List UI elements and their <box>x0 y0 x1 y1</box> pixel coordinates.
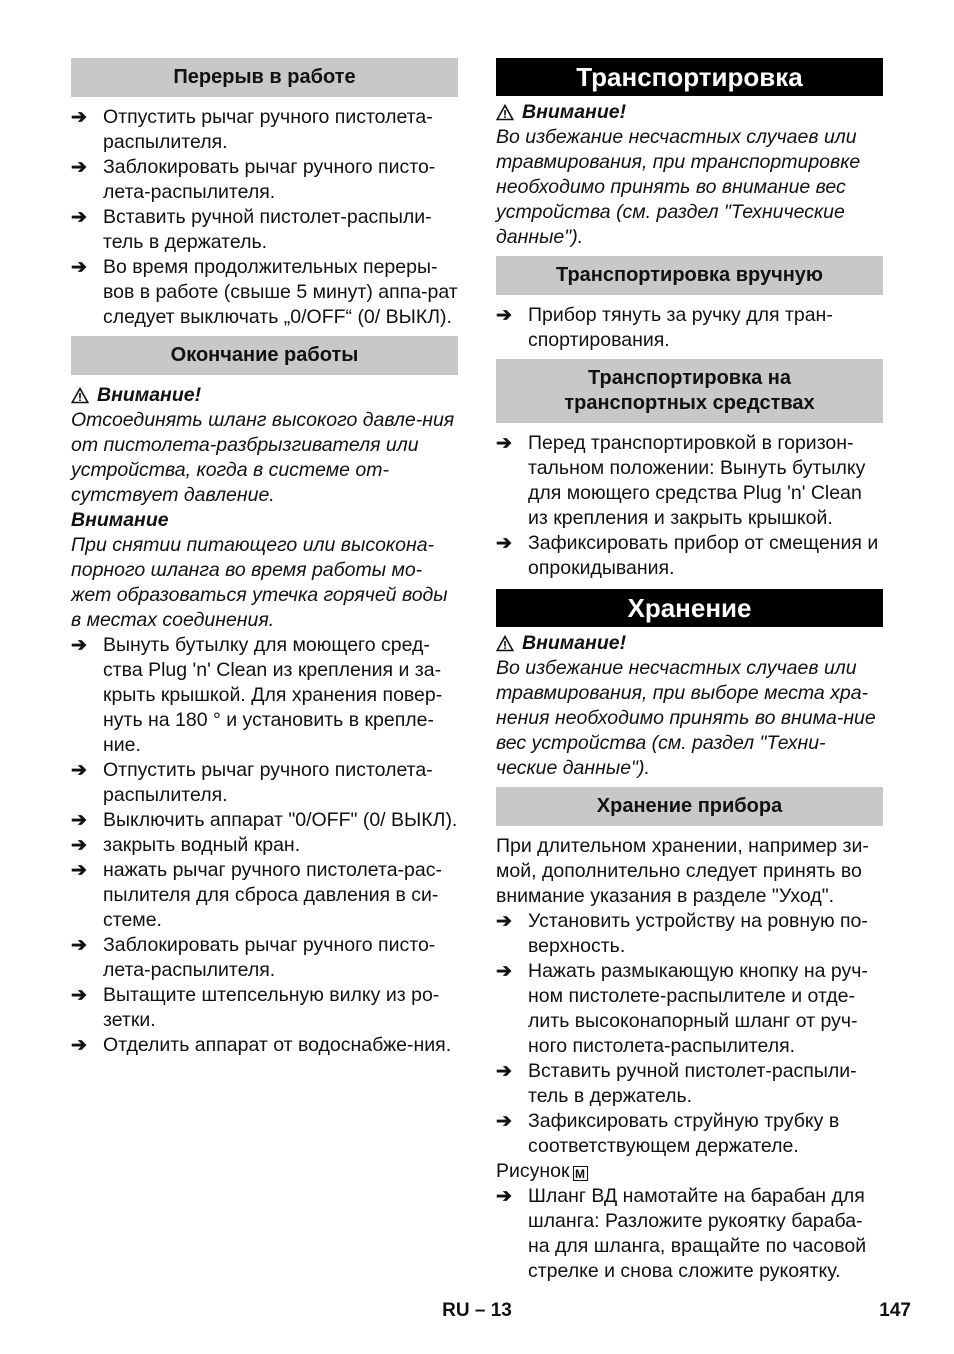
arrow-right-icon: ➔ <box>71 835 87 856</box>
drum-steps-list <box>496 1184 883 1284</box>
arrow-right-icon: ➔ <box>496 1061 512 1082</box>
arrow-right-icon: ➔ <box>496 533 512 554</box>
step-item <box>496 431 883 531</box>
step-item <box>71 1033 458 1058</box>
storage-intro: При длительном хранении, например зи-мой, дополнительно следует принять во внимание указания в разделе "Уход". <box>496 835 869 907</box>
step-text: Вытащите штепсельную вилку из ро-зетки. <box>103 984 440 1031</box>
section-heading-end-of-work: Окончание работы <box>71 336 458 375</box>
section-heading-vehicle-transport <box>496 359 883 423</box>
arrow-right-icon: ➔ <box>71 935 87 956</box>
arrow-right-icon: ➔ <box>71 860 87 881</box>
chapter-heading-storage: Хранение <box>496 589 883 627</box>
step-item <box>496 1059 883 1109</box>
step-item <box>71 255 458 330</box>
step-item <box>71 633 458 758</box>
heading-line: Транспортировка на <box>588 367 791 389</box>
manual-steps-list <box>496 303 883 353</box>
caution-title: Внимание <box>71 509 169 531</box>
arrow-right-icon: ➔ <box>496 433 512 454</box>
step-item <box>496 531 883 581</box>
step-text: Заблокировать рычаг ручного писто-лета-распылителя. <box>103 156 436 203</box>
warning-triangle-icon <box>496 104 514 121</box>
warning-triangle-icon <box>496 635 514 652</box>
section-heading-manual-transport: Транспортировка вручную <box>496 256 883 295</box>
warning-text: Отсоединять шланг высокого давле-ния от пистолета-разбрызгивателя или устройства, когда в системе от-сутствует давление. <box>71 409 455 506</box>
step-item <box>71 758 458 808</box>
step-text: Вставить ручной пистолет-распыли-тель в держатель. <box>103 206 432 253</box>
step-text: Вынуть бутылку для моющего сред-ства Plug 'n' Clean из крепления и за-крыть крышкой. Для хранения повер-нуть на 180 ° и установить в крепле-ние. <box>103 634 443 756</box>
step-text: Заблокировать рычаг ручного писто-лета-распылителя. <box>103 934 436 981</box>
step-text: Во время продолжительных переры-вов в работе (свыше 5 минут) аппа-рат следует выключать „0/OFF“ (0/ ВЫКЛ). <box>103 256 458 328</box>
step-text: закрыть водный кран. <box>103 834 301 856</box>
arrow-right-icon: ➔ <box>71 985 87 1006</box>
end-steps-list <box>71 633 458 1058</box>
step-text: Зафиксировать прибор от смещения и опрокидывания. <box>528 532 879 579</box>
step-item <box>71 105 458 155</box>
left-column <box>71 58 458 1058</box>
step-text: Нажать размыкающую кнопку на руч-ном пистолете-распылителе и отде-лить высоконапорный шланг от руч-ного пистолета-распылителя. <box>528 960 868 1057</box>
step-text: Перед транспортировкой в горизон-тальном положении: Вынуть бутылку для моющего средства Plug 'n' Clean из крепления и закрыть крышкой. <box>528 432 866 529</box>
warning-title-text: Внимание! <box>522 101 627 123</box>
caution-text: При снятии питающего или высокона-порного шланга во время работы мо-жет образоваться утечка горячей воды в местах соединения. <box>71 534 448 631</box>
warning-title <box>496 100 883 125</box>
step-item <box>496 1109 883 1159</box>
arrow-right-icon: ➔ <box>71 1035 87 1056</box>
arrow-right-icon: ➔ <box>496 1111 512 1132</box>
arrow-right-icon: ➔ <box>71 207 87 228</box>
arrow-right-icon: ➔ <box>71 107 87 128</box>
step-text: нажать рычаг ручного пистолета-рас-пылителя для сброса давления в си-стеме. <box>103 859 442 931</box>
step-text: Отпустить рычаг ручного пистолета-распылителя. <box>103 759 433 806</box>
warning-title-text: Внимание! <box>97 384 202 406</box>
warning-title-text: Внимание! <box>522 632 627 654</box>
arrow-right-icon: ➔ <box>71 157 87 178</box>
arrow-right-icon: ➔ <box>71 810 87 831</box>
step-item <box>496 303 883 353</box>
step-text: Зафиксировать струйную трубку в соответствующем держателе. <box>528 1110 840 1157</box>
step-item <box>71 808 458 833</box>
arrow-right-icon: ➔ <box>496 961 512 982</box>
page-number: 147 <box>879 1300 911 1321</box>
step-text: Шланг ВД намотайте на барабан для шланга: Разложите рукоятку бараба-на для шланга, вращайте по часовой стрелке и снова сложите рукоятку. <box>528 1185 867 1282</box>
arrow-right-icon: ➔ <box>496 1186 512 1207</box>
arrow-right-icon: ➔ <box>71 635 87 656</box>
chapter-heading-transport: Транспортировка <box>496 58 883 96</box>
step-text: Установить устройству на ровную по-верхность. <box>528 910 868 957</box>
step-item <box>71 833 458 858</box>
step-item <box>496 959 883 1059</box>
figure-m-icon: M <box>573 1166 588 1181</box>
arrow-right-icon: ➔ <box>496 305 512 326</box>
step-text: Прибор тянуть за ручку для тран-спортирования. <box>528 304 833 351</box>
warning-title <box>71 383 458 408</box>
section-heading-break: Перерыв в работе <box>71 58 458 97</box>
break-steps-list <box>71 105 458 330</box>
warning-text: Во избежание несчастных случаев или травмирования, при транспортировке необходимо принять во внимание вес устройства (см. раздел "Технические данные"). <box>496 126 861 248</box>
step-item <box>496 1184 883 1284</box>
right-column <box>496 58 883 1284</box>
arrow-right-icon: ➔ <box>496 911 512 932</box>
figure-label: Рисунок <box>496 1160 570 1182</box>
step-text: Выключить аппарат "0/OFF" (0/ ВЫКЛ). <box>103 809 458 831</box>
step-item <box>71 858 458 933</box>
heading-line: транспортных средствах <box>564 392 815 414</box>
step-item <box>496 909 883 959</box>
warning-triangle-icon <box>71 387 89 404</box>
vehicle-steps-list <box>496 431 883 581</box>
figure-reference <box>496 1159 883 1184</box>
step-item <box>71 155 458 205</box>
section-heading-device-storage: Хранение прибора <box>496 787 883 826</box>
step-item <box>71 983 458 1033</box>
step-text: Отделить аппарат от водоснабже-ния. <box>103 1034 452 1056</box>
step-item <box>71 205 458 255</box>
device-storage-steps-list <box>496 909 883 1159</box>
step-text: Отпустить рычаг ручного пистолета-распылителя. <box>103 106 433 153</box>
step-item <box>71 933 458 983</box>
step-text: Вставить ручной пистолет-распыли-тель в держатель. <box>528 1060 857 1107</box>
warning-title <box>496 631 883 656</box>
warning-text: Во избежание несчастных случаев или травмирования, при выборе места хра-нения необходимо принять во внима-ние вес устройства (см. раздел "Техни-ческие данные"). <box>496 657 876 779</box>
footer-language-page: RU – 13 <box>442 1300 512 1321</box>
arrow-right-icon: ➔ <box>71 760 87 781</box>
arrow-right-icon: ➔ <box>71 257 87 278</box>
